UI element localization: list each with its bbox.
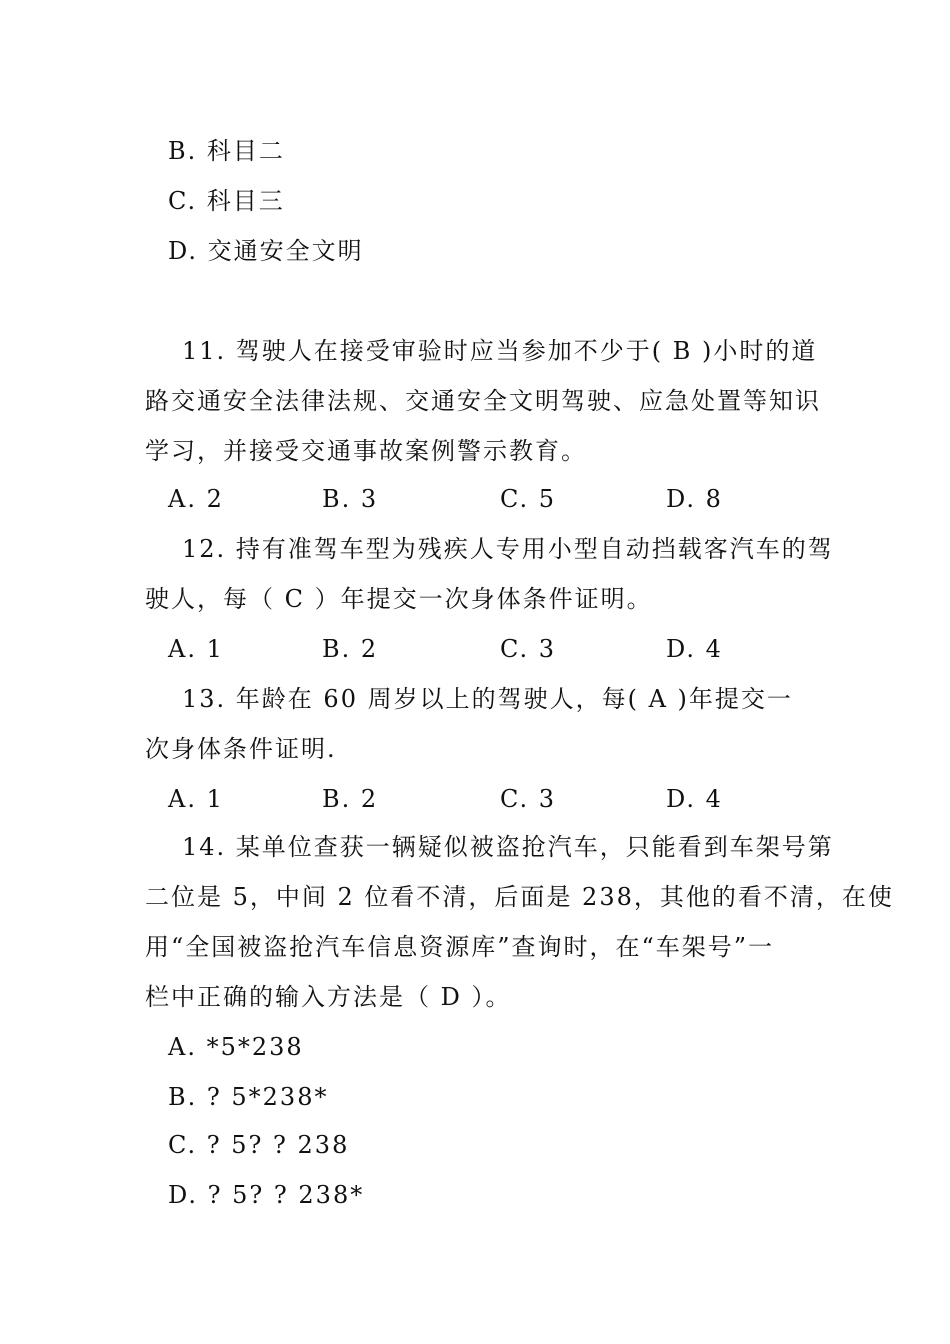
q13-option-a: A. 1 [168, 785, 224, 813]
top-option-c: C. 科目三 [168, 187, 285, 215]
q11-option-b: B. 3 [322, 485, 379, 513]
q12-line-2: 驶人，每（ C ）年提交一次身体条件证明。 [145, 585, 653, 613]
q13-option-b: B. 2 [322, 785, 379, 813]
top-option-b: B. 科目二 [168, 137, 285, 165]
q12-option-c: C. 3 [500, 635, 557, 663]
q12-option-a: A. 1 [168, 635, 224, 663]
q13-line-1: 13. 年龄在 60 周岁以上的驾驶人，每( A )年提交一 [182, 685, 793, 713]
q14-line-2: 二位是 5，中间 2 位看不清，后面是 238，其他的看不清，在使 [145, 883, 894, 911]
q13-options [0, 784, 950, 814]
q11-option-c: C. 5 [500, 485, 557, 513]
q14-line-4: 栏中正确的输入方法是（ D ）。 [145, 983, 512, 1011]
q11-option-d: D. 8 [666, 485, 723, 513]
q12-line-1: 12. 持有准驾车型为残疾人专用小型自动挡载客汽车的驾 [182, 535, 834, 563]
top-option-d: D. 交通安全文明 [168, 237, 364, 265]
q13-option-c: C. 3 [500, 785, 557, 813]
q14-option-a: A. *5*238 [168, 1033, 304, 1061]
q11-line-3: 学习，并接受交通事故案例警示教育。 [145, 437, 587, 465]
q13-option-d: D. 4 [666, 785, 723, 813]
q14-option-b: B. ? 5*238* [168, 1083, 329, 1111]
q11-line-2: 路交通安全法律法规、交通安全文明驾驶、应急处置等知识 [145, 387, 821, 415]
q13-line-2: 次身体条件证明. [145, 735, 337, 763]
q12-options [0, 634, 950, 664]
q14-option-c: C. ? 5? ? 238 [168, 1131, 350, 1159]
q11-line-1: 11. 驾驶人在接受审验时应当参加不少于( B )小时的道 [182, 337, 818, 365]
q11-options [0, 484, 950, 514]
q14-line-3: 用“全国被盗抢汽车信息资源库”查询时，在“车架号”一 [145, 933, 775, 961]
q11-option-a: A. 2 [168, 485, 224, 513]
q14-option-d: D. ? 5? ? 238* [168, 1181, 365, 1209]
q12-option-d: D. 4 [666, 635, 723, 663]
q12-option-b: B. 2 [322, 635, 379, 663]
q14-line-1: 14. 某单位查获一辆疑似被盗抢汽车，只能看到车架号第 [182, 833, 834, 861]
